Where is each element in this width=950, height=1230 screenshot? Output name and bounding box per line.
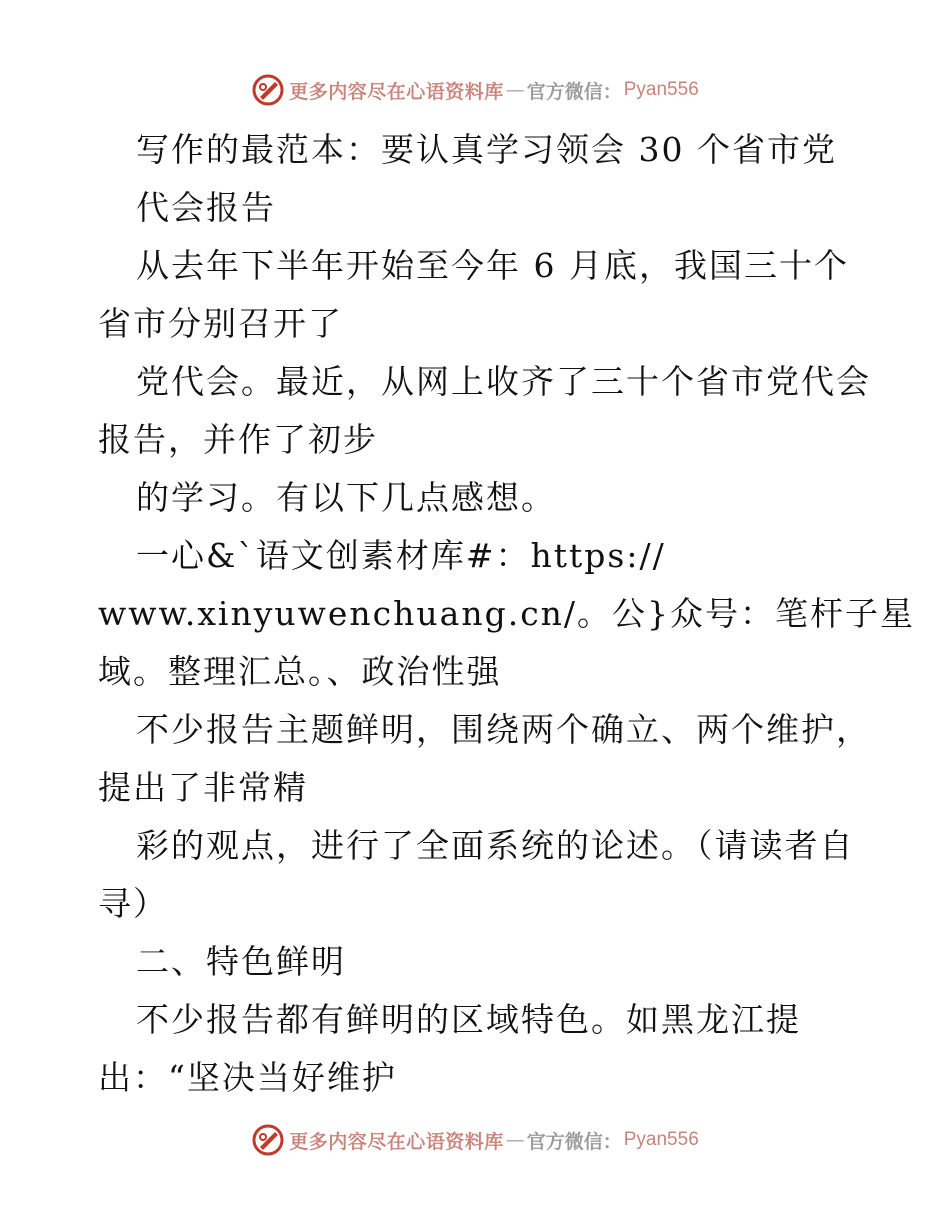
- text-line: 党代会。最近，从网上收齐了三十个省市党代会: [136, 362, 871, 401]
- brand-logo-icon: [251, 73, 285, 107]
- text-line: 代会报告: [136, 188, 276, 227]
- site-name: 更多内容尽在心语资料库: [289, 1130, 504, 1153]
- wechat-label: 官方微信：: [526, 80, 622, 103]
- wechat-id: Pyan556: [623, 1129, 699, 1150]
- text-line: 写作的最范本：要认真学习领会 30 个省市党: [136, 130, 837, 169]
- banner-dash: —: [505, 1129, 525, 1151]
- wechat-id: Pyan556: [623, 79, 699, 100]
- text-line: 省市分别召开了: [98, 304, 343, 343]
- text-line: 域。整理汇总。、政治性强: [98, 652, 502, 691]
- footer-banner: [0, 1122, 950, 1158]
- text-line: 提出了非常精: [98, 768, 308, 807]
- wechat-label: 官方微信：: [526, 1130, 622, 1153]
- brand-logo-icon: [251, 1123, 285, 1157]
- header-banner: [0, 72, 950, 108]
- text-line: 一心&`语文创素材库#：https://: [136, 536, 666, 575]
- text-line: 寻）: [98, 884, 168, 923]
- text-line: 不少报告主题鲜明，围绕两个确立、两个维护，: [136, 710, 871, 749]
- site-name: 更多内容尽在心语资料库: [289, 80, 504, 103]
- text-line: 不少报告都有鲜明的区域特色。如黑龙江提: [136, 1000, 801, 1039]
- banner-dash: —: [505, 79, 525, 101]
- text-line: 二、特色鲜明: [136, 942, 346, 981]
- text-line: 报告，并作了初步: [98, 420, 378, 459]
- text-line: 彩的观点，进行了全面系统的论述。（请读者自: [136, 826, 855, 865]
- text-line: 出：“坚决当好维护: [98, 1058, 397, 1097]
- text-line: 的学习。有以下几点感想。: [136, 478, 556, 517]
- text-line: 从去年下半年开始至今年 6 月底，我国三十个: [136, 246, 849, 285]
- text-line: www.xinyuwenchuang.cn/。公}众号：笔杆子星: [98, 594, 916, 633]
